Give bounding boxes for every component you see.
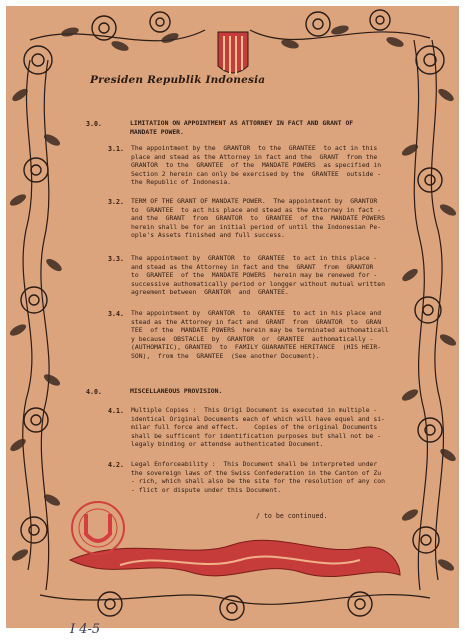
- continued-note: / to be continued.: [256, 512, 328, 520]
- clause-number: 3.2.: [108, 198, 124, 206]
- clause-text: The appointment by the GRANTOR to the GRANTEE to act in this place and stead as the Attorney in fact and the GRANT from the GRANTOR to the GRANTEE of the MANDATE POWERS as specified in Section 2 herein can only be exercised by the GRANTEE outside - the Republic of Indonesia.: [131, 144, 382, 187]
- clause-text: Multiple Copies : This Origi Document is executed in multiple - identical Original Documents each of which will have equel and si- milar full force and effect. Copies of the original Documents shall be sufficent for identification purposes but shall not be - legaly binding or attendse authenticated Document.: [131, 406, 385, 449]
- clause-text: The appointment by GRANTOR to GRANTEE to act in his place and stead as the Attorney in fact and GRANT from GRANTOR to GRAN TEE of the MANDATE POWERS herein may be terminated authomaticall y because OBSTACLE by GRANTOR or GRANTEE authomatically - (AUTHOMATIC), GRANTED to FAMILY GUARANTEE HERITANCE (HIS HEIR- SON), from the GRANTEE (See another Document).: [131, 309, 389, 360]
- section-title: LIMITATION ON APPOINTMENT AS ATTORNEY IN FACT AND GRANT OF MANDATE POWER.: [130, 119, 354, 136]
- section-number: 4.0.: [86, 388, 102, 396]
- clause-text: The appointment by GRANTOR to GRANTEE to act in this place - and stead as the Attorney in fact and the GRANT from GRANTOR to GRANTEE of the MANDATE POWERS herein may be renewed for - successive authomatically period or longger without mutual written agreement between GRANTOR and GRANTEE.: [131, 254, 385, 297]
- clause-text: TERM OF THE GRANT OF MANDATE POWER. The appointment by GRANTOR to GRANTEE to act his place and stead as the Attorney in fact - and the GRANT from GRANTOR to GRANTEE of the MANDATE POWERS herein shall be for an initial period of until the Indonesian Pe- ople's Assets finished and full success.: [131, 197, 385, 240]
- letterhead-title: Presiden Republik Indonesia: [90, 74, 266, 86]
- clause-number: 4.2.: [108, 461, 124, 469]
- clause-number: 4.1.: [108, 407, 124, 415]
- clause-number: 3.4.: [108, 310, 124, 318]
- clause-number: 3.3.: [108, 255, 124, 263]
- section-number: 3.0.: [86, 120, 102, 128]
- section-title: MISCELLANEOUS PROVISION.: [130, 387, 223, 395]
- clause-number: 3.1.: [108, 145, 124, 153]
- clause-text: Legal Enforceability : This Document shall be interpreted under the sovereign laws of the Swiss Confederation in the Canton of Zu - rich, which shall also be the site for the resolution of any con - flict or dispute under this Document.: [131, 460, 385, 494]
- handwritten-page-mark: I 4-5: [70, 622, 101, 637]
